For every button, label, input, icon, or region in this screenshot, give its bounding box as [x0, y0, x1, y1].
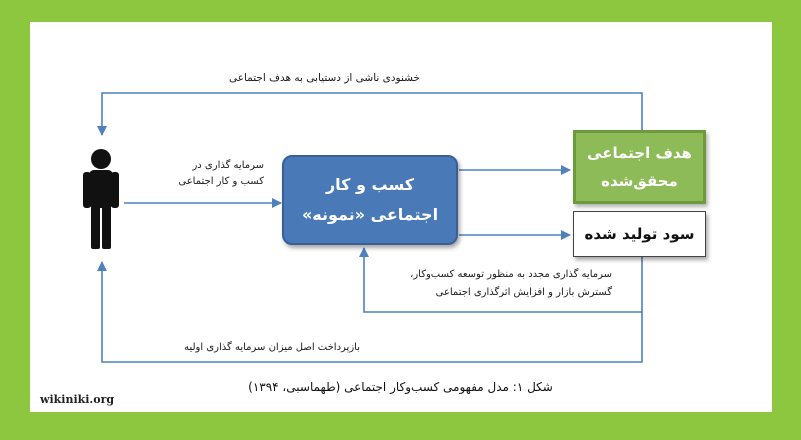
social-goal-box — [573, 130, 706, 204]
watermark: wikiniki.org — [40, 393, 115, 406]
arrow-satisfaction-feedback — [102, 93, 642, 135]
profit-label: سود تولید شده — [584, 225, 695, 243]
business-box — [282, 155, 458, 245]
label-investment-line1: سرمایه گذاری در — [192, 160, 264, 171]
label-satisfaction-feedback: خشنودی ناشی از دستیابی به هدف اجتماعی — [228, 72, 420, 84]
social-goal-line1: هدف اجتماعی — [587, 144, 692, 162]
label-repayment: بازپرداخت اصل میزان سرمایه گذاری اولیه — [184, 342, 360, 353]
label-reinvestment-line1: سرمایه گذاری مجدد به منظور توسعه کسب‌وکار، — [410, 269, 612, 280]
figure-caption: شکل ۱: مدل مفهومی کسب‌وکار اجتماعی (طهماسبی، ۱۳۹۴) — [248, 380, 553, 394]
profit-box — [573, 211, 706, 257]
business-box-line1: کسب و کار — [325, 175, 415, 194]
social-goal-line2: محقق‌شده — [601, 172, 678, 190]
label-reinvestment — [372, 266, 612, 302]
investor-person-icon — [83, 149, 119, 249]
label-reinvestment-line2: گسترش بازار و افزایش اثرگذاری اجتماعی — [435, 287, 612, 298]
label-investment-line2: کسب و کار اجتماعی — [178, 176, 264, 187]
label-investment — [124, 158, 264, 190]
business-box-line2: اجتماعی «نمونه» — [301, 205, 439, 224]
